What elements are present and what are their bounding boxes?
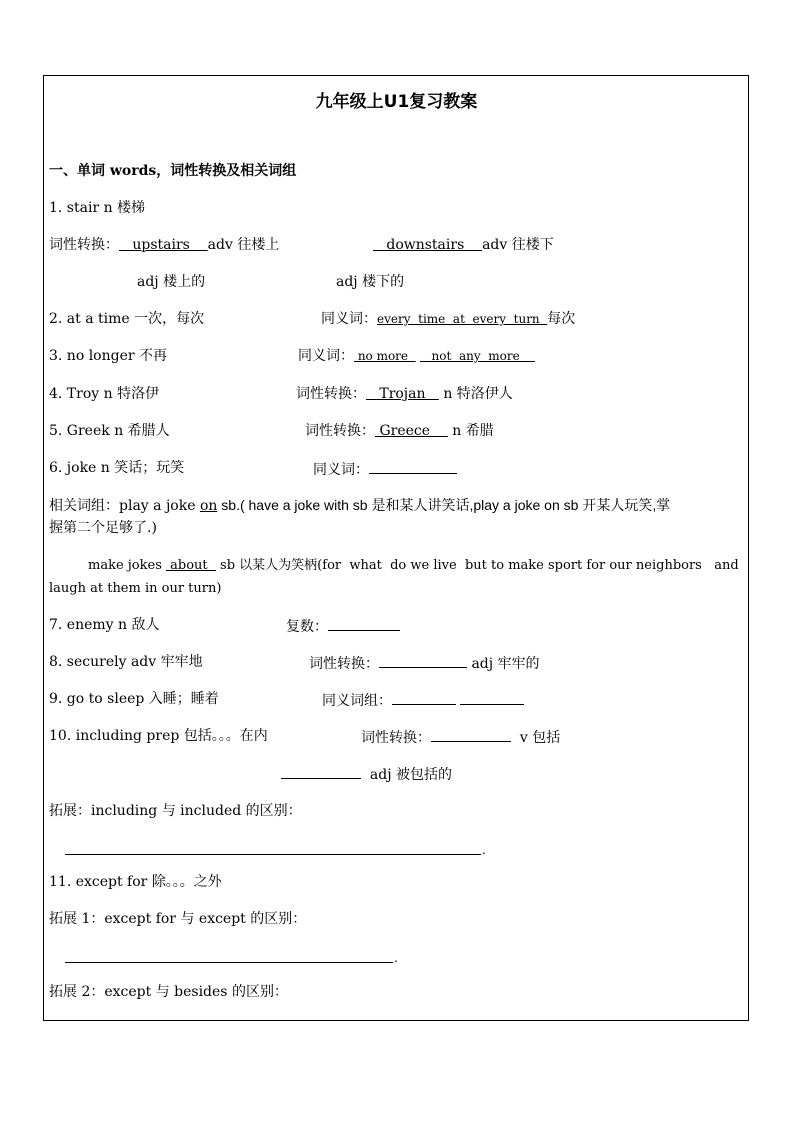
answer-trojan: Trojan <box>366 386 439 402</box>
item-5-conversion <box>305 422 494 440</box>
synonym-label: 同义词： <box>321 311 377 327</box>
answer-blank <box>369 459 457 474</box>
answer-blank <box>379 653 467 668</box>
answer-blank <box>431 727 511 742</box>
make-part-1: make jokes <box>88 558 167 573</box>
item-1-adj-2: adj 楼下的 <box>336 274 405 290</box>
phrase-part-1: 相关词组：play a joke <box>49 498 200 514</box>
plural-label: 复数： <box>286 619 328 635</box>
conversion-label: 词性转换： <box>305 423 375 439</box>
related-phrase-cont: 握第二个足够了.) <box>49 520 157 536</box>
item-8: 8. securely adv 牢牢地 <box>49 654 203 670</box>
extension-1: 拓展：including 与 included 的区别： <box>49 803 302 819</box>
item-10-conversion <box>361 727 560 747</box>
item-2: 2. at a time 一次，每次 <box>49 311 205 327</box>
item-1-adj-1: adj 楼上的 <box>137 274 206 290</box>
synonym-1: no more <box>354 349 416 363</box>
synonym-label: 同义词： <box>313 462 369 478</box>
suffix: adv 往楼上 <box>207 237 280 253</box>
adj-label: adj 被包括的 <box>369 767 453 783</box>
item-6: 6. joke n 笑话；玩笑 <box>49 460 185 476</box>
extension-2: 拓展 1：except for 与 except 的区别： <box>49 911 307 927</box>
item-1: 1. stair n 楼梯 <box>49 200 146 216</box>
answer-downstairs: downstairs <box>373 237 483 253</box>
item-11: 11. except for 除。。。之外 <box>49 874 222 890</box>
conversion-label: 词性转换： <box>49 237 119 253</box>
synonym-2: at every turn <box>449 312 548 326</box>
conversion-label: 词性转换： <box>296 386 366 402</box>
item-8-conversion <box>309 653 540 673</box>
make-jokes-line <box>88 557 739 575</box>
item-3: 3. no longer 不再 <box>49 348 168 364</box>
item-10: 10. including prep 包括。。。在内 <box>49 728 268 744</box>
phrase-part-2: sb.( have a joke with sb 是和某人讲笑话,play a joke on sb 开某人玩笑,掌 <box>217 497 671 513</box>
answer-about: about <box>166 558 216 573</box>
item-7-plural <box>286 616 400 636</box>
item-10-adj <box>281 764 452 784</box>
item-9: 9. go to sleep 入睡；睡着 <box>49 691 219 707</box>
answer-line-1 <box>65 854 481 855</box>
phrase-label: 同义词组： <box>322 693 392 709</box>
answer-greece: Greece <box>375 423 448 439</box>
item-1-conversion-2 <box>373 236 554 254</box>
answer-blank-2 <box>460 690 524 705</box>
item-7: 7. enemy n 敌人 <box>49 617 160 633</box>
item-5: 5. Greek n 希腊人 <box>49 423 170 439</box>
period: . <box>482 843 486 857</box>
suffix: n 希腊 <box>452 423 494 439</box>
suffix: 每次 <box>547 311 576 327</box>
item-2-synonyms <box>321 310 575 328</box>
make-jokes-cont: laugh at them in our turn) <box>49 581 222 596</box>
make-part-2: sb 以某人为笑柄(for what do we live but to make sport for our neighbors and <box>215 558 739 573</box>
item-4-conversion <box>296 385 513 403</box>
section-heading: 一、单词 words，词性转换及相关词组 <box>49 163 297 179</box>
conversion-label: 词性转换： <box>361 730 431 746</box>
synonym-label: 同义词： <box>298 348 354 364</box>
page-title: 九年级上U1复习教案 <box>315 92 478 112</box>
answer-blank-1 <box>392 690 456 705</box>
item-4: 4. Troy n 特洛伊 <box>49 386 160 402</box>
item-1-conversion <box>49 236 279 254</box>
extension-3: 拓展 2：except 与 besides 的区别： <box>49 984 288 1000</box>
conversion-label: 词性转换： <box>309 656 379 672</box>
answer-upstairs: upstairs <box>119 237 208 253</box>
item-6-synonym <box>313 459 457 479</box>
answer-line-2 <box>65 962 393 963</box>
item-3-synonyms <box>298 347 535 365</box>
related-phrase <box>49 496 670 515</box>
suffix: v 包括 <box>519 730 561 746</box>
suffix: n 特洛伊人 <box>443 386 513 402</box>
item-9-phrase <box>322 690 524 710</box>
answer-blank <box>281 764 361 779</box>
answer-on: on <box>199 498 218 514</box>
answer-blank <box>328 616 400 631</box>
synonym-2: not any more <box>420 349 535 363</box>
synonym-1: every time <box>377 312 450 326</box>
suffix: adj 牢牢的 <box>471 656 540 672</box>
suffix: adv 往楼下 <box>482 237 554 253</box>
period: . <box>394 951 398 965</box>
